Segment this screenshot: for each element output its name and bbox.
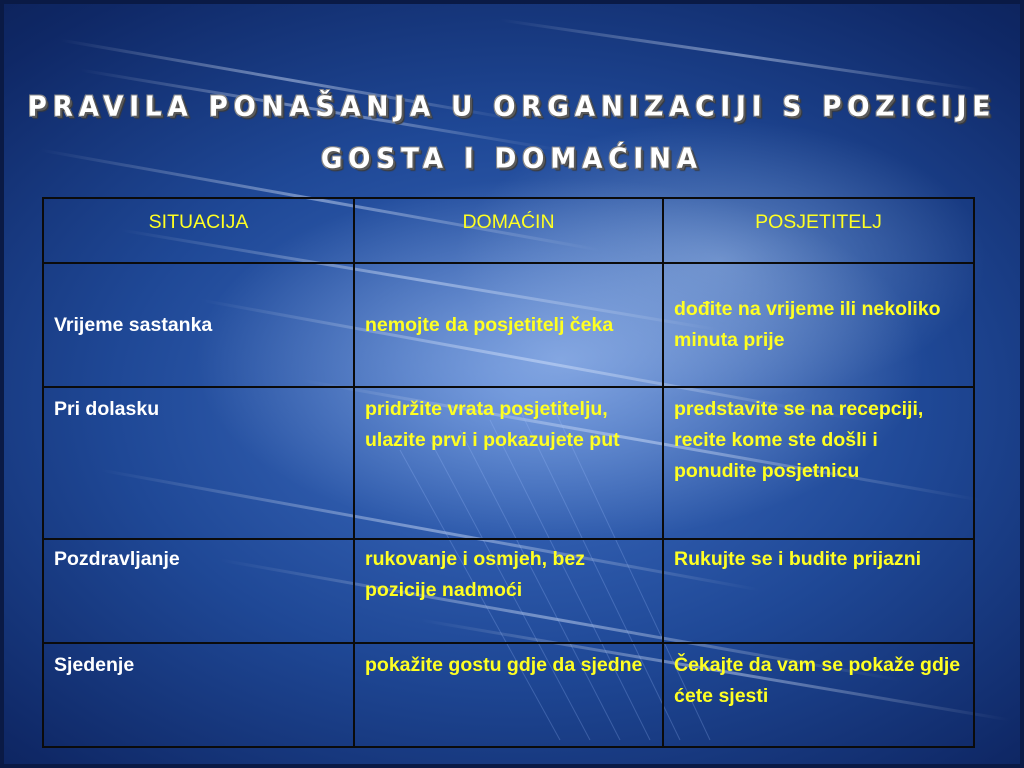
- table-header-row: [43, 198, 974, 263]
- rules-table: [42, 197, 975, 748]
- host-cell: pokažite gostu gdje da sjedne: [354, 643, 663, 747]
- slide-title-line-1: PRAVILA PONAŠANJA U ORGANIZACIJI S POZICIJE: [27, 91, 997, 123]
- table-row: [43, 643, 974, 747]
- host-cell: rukovanje i osmjeh, bez pozicije nadmoći: [354, 539, 663, 643]
- guest-cell: predstavite se na recepciji, recite kome ste došli i ponudite posjetnicu: [663, 387, 974, 539]
- host-cell: pridržite vrata posjetitelju, ulazite prvi i pokazujete put: [354, 387, 663, 539]
- situation-cell: Sjedenje: [43, 643, 354, 747]
- table-row: [43, 539, 974, 643]
- slide-title-line-2: GOSTA I DOMAĆINA: [320, 143, 704, 175]
- situation-cell: Pozdravljanje: [43, 539, 354, 643]
- guest-cell: Rukujte se i budite prijazni: [663, 539, 974, 643]
- host-cell: nemojte da posjetitelj čeka: [354, 263, 663, 387]
- column-header-host: DOMAĆIN: [354, 198, 663, 263]
- table-row: [43, 263, 974, 387]
- column-header-situation: SITUACIJA: [43, 198, 354, 263]
- situation-cell: Vrijeme sastanka: [43, 263, 354, 387]
- situation-cell: Pri dolasku: [43, 387, 354, 539]
- guest-cell: dođite na vrijeme ili nekoliko minuta prije: [663, 263, 974, 387]
- table-row: [43, 387, 974, 539]
- guest-cell: Čekajte da vam se pokaže gdje ćete sjesti: [663, 643, 974, 747]
- column-header-guest: POSJETITELJ: [663, 198, 974, 263]
